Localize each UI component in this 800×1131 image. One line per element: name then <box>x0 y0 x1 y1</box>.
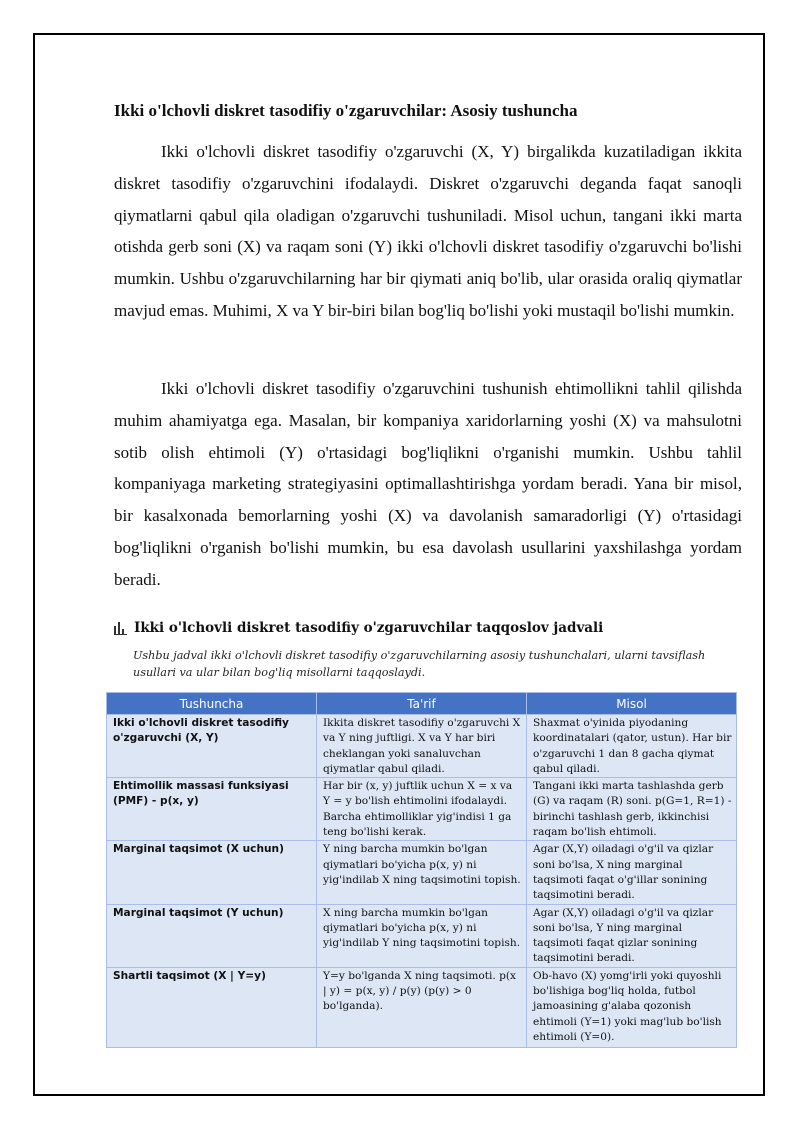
page-heading: Ikki o'lchovli diskret tasodifiy o'zgaruvchilar: Asosiy tushuncha <box>114 101 578 120</box>
concept-cell: Marginal taqsimot (X uchun) <box>107 841 317 904</box>
paragraph-1: Ikki o'lchovli diskret tasodifiy o'zgaruvchi (X, Y) birgalikda kuzatiladigan ikkita diskret tasodifiy o'zgaruvchini ifodalaydi. Diskret o'zgaruvchi deganda faqat sanoqli qiymatlarni qabul qila oladigan o'zgaruvchi tushuniladi. Misol uchun, tangani ikki marta otishda gerb soni (X) va raqam soni (Y) ikki o'lchovli diskret tasodifiy o'zgaruvchi bo'lishi mumkin. Ushbu o'zgaruvchilarning har bir qiymati aniq bo'lib, ular orasida oraliq qiymatlar mavjud emas. Muhimi, X va Y bir-biri bilan bog'liq bo'lishi yoki mustaqil bo'lishi mumkin. <box>114 142 742 320</box>
example-cell: Agar (X,Y) oiladagi o'g'il va qizlar soni bo'lsa, X ning marginal taqsimoti faqat o'g'illar sonining taqsimotini beradi. <box>527 841 737 904</box>
example-cell: Agar (X,Y) oiladagi o'g'il va qizlar soni bo'lsa, Y ning marginal taqsimoti faqat qizlar sonining taqsimotini beradi. <box>527 904 737 967</box>
table-header-row <box>107 693 737 715</box>
table-row <box>107 715 737 778</box>
concept-cell: Marginal taqsimot (Y uchun) <box>107 904 317 967</box>
definition-cell: Y=y bo'lganda X ning taqsimoti. p(x | y) = p(x, y) / p(y) (p(y) > 0 bo'lganda). <box>317 967 527 1047</box>
example-cell: Tangani ikki marta tashlashda gerb (G) va raqam (R) soni. p(G=1, R=1) - birinchi tashlash gerb, ikkinchisi raqam bo'lish ehtimoli. <box>527 778 737 841</box>
table-row <box>107 841 737 904</box>
table-row <box>107 904 737 967</box>
concept-cell: Ikki o'lchovli diskret tasodifiy o'zgaruvchi (X, Y) <box>107 715 317 778</box>
concept-cell: Shartli taqsimot (X | Y=y) <box>107 967 317 1047</box>
definition-cell: Y ning barcha mumkin bo'lgan qiymatlari bo'yicha p(x, y) ni yig'indilab X ning taqsimotini topish. <box>317 841 527 904</box>
definition-cell: Har bir (x, y) juftlik uchun X = x va Y = y bo'lish ehtimolini ifodalaydi. Barcha ehtimolliklar yig'indisi 1 ga teng bo'lishi kerak. <box>317 778 527 841</box>
table-row <box>107 778 737 841</box>
comparison-table <box>106 692 737 1048</box>
concept-cell: Ehtimollik massasi funksiyasi (PMF) - p(x, y) <box>107 778 317 841</box>
definition-cell: Ikkita diskret tasodifiy o'zgaruvchi X va Y ning juftligi. X va Y har biri cheklangan yoki sanaluvchan qiymatlar qabul qiladi. <box>317 715 527 778</box>
table-title-text: Ikki o'lchovli diskret tasodifiy o'zgaruvchilar taqqoslov jadvali <box>134 620 604 636</box>
bar-chart-icon <box>114 622 128 635</box>
definition-cell: X ning barcha mumkin bo'lgan qiymatlari bo'yicha p(x, y) ni yig'indilab Y ning taqsimotini topish. <box>317 904 527 967</box>
example-cell: Ob-havo (X) yomg'irli yoki quyoshli bo'lishiga bog'liq holda, futbol jamoasining g'alaba qozonish ehtimoli (Y=1) yoki mag'lub bo'lish ehtimoli (Y=0). <box>527 967 737 1047</box>
table-title <box>114 620 742 636</box>
paragraph-2: Ikki o'lchovli diskret tasodifiy o'zgaruvchini tushunish ehtimollikni tahlil qilishda muhim ahamiyatga ega. Masalan, bir kompaniya xaridorlarning yoshi (X) va mahsulotni sotib olish ehtimoli (Y) o'rtasidagi bog'liqlikni o'rganishi mumkin. Ushbu tahlil kompaniyaga marketing strategiyasini optimallashtirishga yordam beradi. Yana bir misol, bir kasalxonada bemorlarning yoshi (X) va davolanish samaradorligi (Y) o'rtasidagi bog'liqlikni o'rganish bo'lishi mumkin, bu esa davolash usullarini yaxshilashga yordam beradi. <box>114 379 742 589</box>
column-header: Misol <box>527 693 737 715</box>
column-header: Tushuncha <box>107 693 317 715</box>
column-header: Ta'rif <box>317 693 527 715</box>
example-cell: Shaxmat o'yinida piyodaning koordinatalari (qator, ustun). Har bir o'zgaruvchi 1 dan 8 gacha qiymat qabul qiladi. <box>527 715 737 778</box>
table-row <box>107 967 737 1047</box>
table-description: Ushbu jadval ikki o'lchovli diskret tasodifiy o'zgaruvchilarning asosiy tushunchalari, ularni tavsiflash usullari va ular bilan bog'liq misollarni taqqoslaydi. <box>133 649 706 679</box>
